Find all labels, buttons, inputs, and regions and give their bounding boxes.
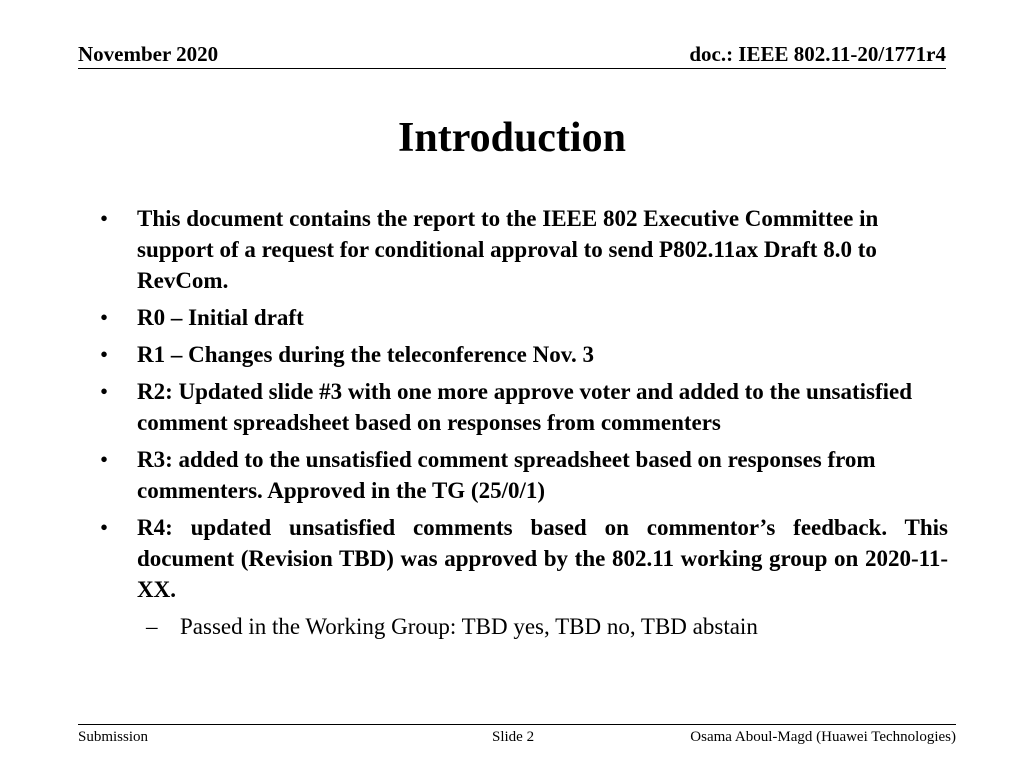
- header-doc-id: doc.: IEEE 802.11-20/1771r4: [689, 42, 946, 66]
- sub-bullet-text: Passed in the Working Group: TBD yes, TBD no, TBD abstain: [180, 614, 758, 639]
- dash-icon: –: [146, 614, 158, 639]
- bullet-icon: •: [100, 515, 109, 540]
- bullet-icon: •: [100, 206, 109, 231]
- footer-divider: [78, 724, 956, 725]
- bullet-text: This document contains the report to the IEEE 802 Executive Committee in support of a request for conditional approval to send P802.11ax Draft 8.0 to RevCom.: [137, 206, 879, 293]
- bullet-icon: •: [100, 447, 109, 472]
- bullet-text: R3: added to the unsatisfied comment spreadsheet based on responses from commenters. Approved in the TG (25/0/1): [137, 447, 876, 503]
- bullet-item: [100, 339, 948, 370]
- bullet-item: [100, 376, 948, 438]
- bullet-icon: •: [100, 342, 109, 367]
- footer-slide-number: Slide 2: [492, 729, 535, 745]
- bullet-text: R2: Updated slide #3 with one more approve voter and added to the unsatisfied comment spreadsheet based on responses from commenters: [137, 379, 913, 435]
- bullet-text: R4: updated unsatisfied comments based on commentor’s feedback. This document (Revision TBD) was approved by the 802.11 working group on 2020-11-XX.: [137, 515, 948, 602]
- header-date: November 2020: [78, 42, 219, 66]
- bullet-item: [100, 444, 948, 506]
- bullet-icon: •: [100, 305, 109, 330]
- bullet-text: R0 – Initial draft: [137, 305, 304, 330]
- bullet-item: [100, 512, 948, 605]
- footer-submission: Submission: [78, 729, 149, 745]
- bullet-text: R1 – Changes during the teleconference Nov. 3: [137, 342, 594, 367]
- bullet-item: [100, 203, 948, 296]
- bullet-icon: •: [100, 379, 109, 404]
- sub-bullet-item: [100, 611, 948, 642]
- footer-author: Osama Aboul-Magd (Huawei Technologies): [690, 729, 956, 745]
- slide-title: Introduction: [398, 115, 626, 161]
- header-divider: [78, 68, 946, 69]
- bullet-item: [100, 302, 948, 333]
- slide-content: [100, 203, 948, 642]
